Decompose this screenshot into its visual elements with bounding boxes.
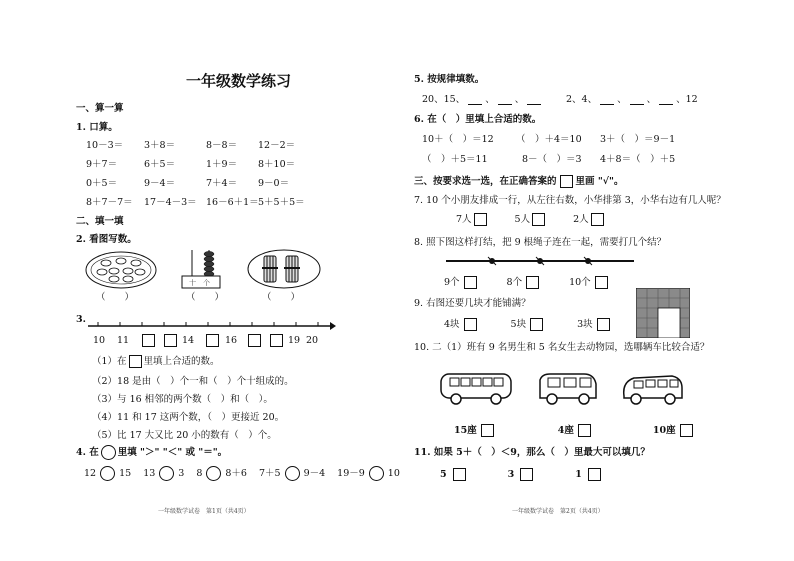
question-6-label: 6. 在（ ）里填上合适的数。 [414,114,542,125]
compare-left: 8 [196,467,203,479]
abacus-label: 十 个 [189,279,210,287]
q5-blank[interactable] [630,95,644,105]
oral-item: 1＋9＝ [206,159,238,170]
compare-row [84,466,400,481]
q5-blank[interactable] [600,95,614,105]
q6-item: 10＋（ ）＝12 [422,134,494,145]
numline-answer-box[interactable] [248,334,261,347]
oral-item: 7＋4＝ [206,178,238,189]
compare-left: 7＋5 [258,467,281,479]
q9-option-box[interactable] [464,318,477,331]
oral-item: 12－2＝ [258,140,296,151]
q7-option-box[interactable] [591,213,604,226]
q7-option-box[interactable] [474,213,487,226]
numline-label: 19 [288,335,301,346]
q8-option-box[interactable] [595,276,608,289]
section-3-heading [414,175,623,188]
q6-item: （ ）＋5＝11 [422,154,488,165]
q10-option-box[interactable] [481,424,494,437]
compare-circle[interactable] [159,466,174,481]
numline-answer-box[interactable] [206,334,219,347]
q9-options [444,318,610,331]
q5-blank[interactable] [468,95,482,105]
question-9-label: 9. 右图还要几块才能铺满？ [414,298,531,309]
compare-circle[interactable] [206,466,221,481]
numline-answer-box[interactable] [142,334,155,347]
question-7-label: 7. 10 个小朋友排成一行，从左往右数，小华排第 3，小华右边有几人呢？ [414,195,726,206]
oral-item: 16－6＋1＝ [206,197,259,208]
q11-option-box[interactable] [453,468,466,481]
knotted-rope-icon [444,255,636,267]
page-title: 一年级数学练习 [186,72,292,90]
q3-item-3: （3）与 16 相邻的两个数（ ）和（ ）。 [92,394,273,405]
page-footer-right: 一年级数学试卷 第2页（共4页） [512,508,604,515]
fish-plate-icon [84,250,158,290]
q3-item-1-suffix: 里填上合适的数。 [143,355,220,367]
section-1-heading: 一、算一算 [76,103,124,114]
q9-option-label: 5块 [510,318,527,330]
example-box [129,355,142,368]
q9-option-label: 4块 [444,318,460,330]
q6-item: 3＋（ ）＝9－1 [600,134,676,145]
minibus-icon [620,372,686,408]
q7-option-label: 7人 [456,213,472,225]
numline-answer-box[interactable] [164,334,177,347]
question-1-label: 1. 口算。 [76,122,118,133]
q6-item: 4＋8＝（ ）＋5 [600,154,676,165]
s3-prefix: 三、按要求选一选，在正确答案的 [414,175,557,187]
q4-suffix: 里填 "＞" "＜" 或 "＝"。 [117,446,228,458]
q5-sequence-2: 2、4、 、 、 、 12 [566,94,698,105]
q5-seq-2-end: 12 [685,94,698,105]
q11-options [440,468,601,481]
example-box [560,175,573,188]
q5-seq-2-start: 2、4、 [566,94,598,105]
q2-answer-2[interactable]: （ ） [186,292,225,303]
q11-option-label: 1 [575,468,582,480]
q3-item-5: （5）比 17 大又比 20 小的数有（ ）个。 [92,430,277,441]
oral-item: 8＋10＝ [258,159,296,170]
q5-sequence-1: 20、15、 、 、 [422,94,544,106]
q8-option-label: 9个 [444,276,460,288]
compare-circle[interactable] [285,466,300,481]
oral-item: 0＋5＝ [86,178,118,189]
q7-option-label: 5人 [514,213,531,225]
q9-option-label: 3块 [577,318,593,330]
oral-item: 9－0＝ [258,178,290,189]
q6-item: 8－（ ）＝3 [522,154,582,165]
q8-option-label: 8个 [506,276,523,288]
oral-item: 10－3＝ [86,140,124,151]
q10-option-label: 4座 [557,424,574,436]
q7-options [456,213,604,226]
question-2-label: 2. 看图写数。 [76,234,137,245]
oral-item: 17－4－3＝ [144,197,197,208]
compare-left: 13 [143,467,156,479]
q5-blank[interactable] [527,95,541,105]
q2-answer-3[interactable]: （ ） [262,292,301,303]
compare-right: 10 [387,467,400,479]
q8-option-box[interactable] [526,276,539,289]
tile-wall-icon [636,288,690,338]
q8-options [444,276,608,289]
numline-answer-box[interactable] [270,334,283,347]
q11-option-box[interactable] [588,468,601,481]
s3-suffix: 里画 "√"。 [575,175,624,187]
stick-bundles-icon [246,248,322,290]
compare-right: 8＋6 [225,467,247,479]
q10-option-box[interactable] [578,424,591,437]
section-2-heading: 二、填一填 [76,216,124,227]
q3-item-1-prefix: （1）在 [92,355,127,367]
bus-icon [438,370,514,408]
q5-blank[interactable] [498,95,512,105]
q7-option-label: 2人 [573,213,589,225]
numline-label: 16 [225,335,238,346]
question-3-label: 3. [76,314,86,325]
question-5-label: 5. 按规律填数。 [414,74,485,85]
question-11-label: 11. 如果 5＋（ ）＜9，那么（ ）里最大可以填几？ [414,447,650,458]
q5-blank[interactable] [659,95,673,105]
oral-item: 6＋5＝ [144,159,176,170]
number-line-icon [86,318,336,334]
q10-options [454,424,693,437]
q10-option-label: 10座 [652,424,676,436]
oral-item: 9－4＝ [144,178,176,189]
compare-circle[interactable] [369,466,384,481]
compare-right: 3 [178,467,185,479]
oral-item: 8＋7－7＝ [86,197,133,208]
q3-item-4: （4）11 和 17 这两个数，（ ）更接近 20。 [92,412,285,423]
oral-item: 9＋7＝ [86,159,118,170]
compare-right: 15 [119,467,132,479]
example-circle [101,445,116,460]
q2-answer-1[interactable]: （ ） [96,292,135,303]
question-4-label [76,445,227,460]
numline-label: 20 [306,335,319,346]
oral-item: 8－8＝ [206,140,238,151]
numline-label: 11 [117,335,130,346]
q7-option-box[interactable] [532,213,545,226]
q11-option-label: 3 [507,468,515,480]
compare-left: 12 [84,467,97,479]
q8-option-box[interactable] [464,276,477,289]
q11-option-box[interactable] [520,468,533,481]
numline-label: 14 [182,335,195,346]
q11-option-label: 5 [440,468,447,480]
compare-right: 9－4 [303,467,326,479]
q3-item-2: （2）18 是由（ ）个一和（ ）个十组成的。 [92,376,294,387]
q5-seq-1-start: 20、15、 [422,94,466,105]
q10-option-box[interactable] [680,424,693,437]
q8-option-label: 10个 [569,276,591,288]
numline-label: 10 [93,335,106,346]
q9-option-box[interactable] [597,318,610,331]
oral-item: 3＋8＝ [144,140,176,151]
q10-option-label: 15座 [454,424,477,436]
q9-option-box[interactable] [530,318,543,331]
question-8-label: 8. 照下图这样打结，把 9 根绳子连在一起，需要打几个结？ [414,237,667,248]
q3-item-1 [92,355,220,368]
compare-left: 19－9 [337,467,365,479]
oral-item: 5＋5＋5＝ [258,197,305,208]
q4-prefix: 4. 在 [76,446,99,458]
question-10-label: 10. 二（1）班有 9 名男生和 5 名女生去动物园，选哪辆车比较合适？ [414,342,710,353]
q6-item: （ ）＋4＝10 [516,134,582,145]
page-footer-left: 一年级数学试卷 第1页（共4页） [158,508,250,515]
compare-circle[interactable] [100,466,115,481]
van-icon [534,370,602,408]
